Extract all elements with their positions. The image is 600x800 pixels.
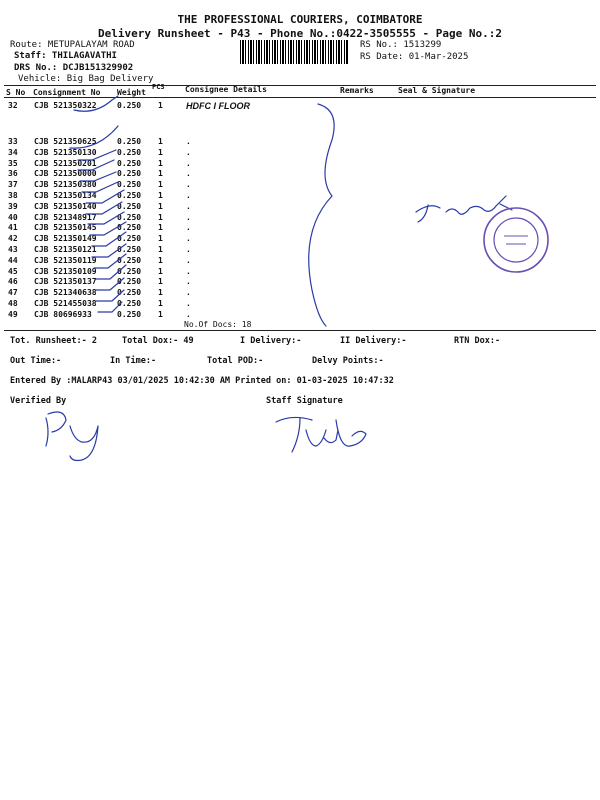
row-sno: 39	[8, 201, 18, 211]
row-pcs: 1	[158, 101, 163, 110]
row-consignment-no: CJB 521350149	[34, 234, 97, 244]
row-consignment-no: CJB 521350137	[34, 277, 97, 287]
row-sno: 43	[8, 245, 18, 254]
row-consignee: .	[186, 299, 191, 308]
company-title: THE PROFESSIONAL COURIERS, COIMBATORE	[177, 13, 423, 26]
row-consignee: .	[186, 255, 191, 265]
route-label: Route: METUPALAYAM ROAD	[10, 40, 135, 50]
row-consignment-no: CJB 521350140	[34, 201, 97, 211]
drs-label: DRS No.: DCJB151329902	[14, 63, 134, 73]
row-sno: 32	[8, 101, 18, 110]
row-pcs: 1	[158, 309, 163, 319]
tick-mark	[86, 202, 122, 214]
col-pcs: PCS	[152, 83, 165, 91]
row-weight: 0.250	[117, 212, 142, 222]
row-consignment-no: CJB 521350119	[34, 255, 97, 265]
row-sno: 47	[8, 288, 18, 298]
row-weight: 0.250	[117, 309, 142, 319]
total-pod: Total POD:-	[207, 356, 264, 366]
row-consignee: .	[186, 201, 191, 211]
tick-mark	[96, 278, 124, 290]
row-consignee: .	[186, 212, 191, 222]
row-sno: 34	[8, 147, 18, 157]
row-weight: 0.250	[117, 255, 142, 265]
row-sno: 35	[8, 158, 18, 168]
row-consignee: .	[186, 191, 191, 200]
row-consignment-no: CJB 521350201	[34, 158, 97, 168]
row-sno: 49	[8, 309, 18, 319]
tick-mark	[80, 172, 116, 181]
row-pcs: 1	[158, 158, 163, 168]
row-sno: 45	[8, 266, 18, 276]
row-weight: 0.250	[117, 245, 142, 254]
entered-printed-line: Entered By :MALARP43 03/01/2025 10:42:30 AM Printed on: 01-03-2025 10:47:32	[10, 376, 394, 386]
row-pcs: 1	[158, 223, 163, 233]
rs-date: RS Date: 01-Mar-2025	[360, 52, 469, 62]
col-seal-signature: Seal & Signature	[398, 86, 476, 95]
row-weight: 0.250	[117, 169, 142, 179]
ii-delivery: II Delivery:-	[340, 336, 407, 346]
row-consignment-no: CJB 80696933	[34, 309, 92, 319]
row-consignment-no: CJB 521350130	[34, 147, 97, 157]
row-pcs: 1	[158, 255, 163, 265]
row-weight: 0.250	[117, 201, 142, 211]
staff-label: Staff: THILAGAVATHI	[14, 51, 117, 61]
row-weight: 0.250	[117, 101, 142, 110]
row-weight: 0.250	[117, 288, 142, 298]
vehicle-label: Vehicle: Big Bag Delivery	[18, 74, 154, 84]
row-consignee: .	[186, 309, 191, 319]
col-remarks: Remarks	[340, 86, 374, 95]
seal-signature-scribble	[416, 196, 512, 222]
row-consignee: .	[186, 137, 191, 146]
row-pcs: 1	[158, 191, 163, 200]
row-consignee: .	[186, 266, 191, 276]
i-delivery: I Delivery:-	[240, 336, 302, 346]
row-weight: 0.250	[117, 266, 142, 276]
row-sno: 46	[8, 277, 18, 287]
row-weight: 0.250	[117, 277, 142, 287]
tot-runsheet: Tot. Runsheet:- 2	[10, 336, 97, 346]
col-sno: S No	[6, 88, 26, 97]
bank-stamp	[484, 208, 548, 272]
col-consignee: Consignee Details	[185, 85, 267, 94]
row-weight: 0.250	[117, 147, 142, 157]
tick-mark	[78, 150, 116, 160]
total-dox: Total Dox:- 49	[122, 336, 194, 346]
row-consignment-no: CJB 521350625	[34, 137, 97, 146]
row-weight: 0.250	[117, 191, 142, 200]
delvy-points: Delvy Points:-	[312, 356, 384, 366]
row-sno: 48	[8, 299, 18, 308]
row-pcs: 1	[158, 147, 163, 157]
row-pcs: 1	[158, 288, 163, 298]
row-consignment-no: CJB 521340638	[34, 288, 97, 298]
row-weight: 0.250	[117, 223, 142, 233]
tick-mark	[70, 126, 118, 148]
staff-signature-label: Staff Signature	[266, 396, 343, 406]
row-consignee: .	[186, 223, 191, 233]
row-pcs: 1	[158, 266, 163, 276]
row-weight: 0.250	[117, 299, 142, 308]
row-sno: 44	[8, 255, 18, 265]
row-sno: 37	[8, 180, 18, 190]
row-consignment-no: CJB 521350322	[34, 101, 97, 110]
tick-mark	[98, 302, 122, 312]
row-consignee: .	[186, 288, 191, 298]
row-weight: 0.250	[117, 180, 142, 190]
row-consignee: .	[186, 158, 191, 168]
col-weight: Weight	[117, 88, 146, 97]
verified-by-signature	[46, 412, 98, 461]
staff-signature-scribble	[276, 417, 366, 452]
row-pcs: 1	[158, 180, 163, 190]
rtn-dox: RTN Dox:-	[454, 336, 501, 346]
row-sno: 41	[8, 223, 18, 233]
tick-mark	[78, 160, 114, 170]
row-consignment-no: CJB 521350134	[34, 191, 97, 200]
docs-count: No.Of Docs: 18	[184, 320, 252, 329]
row-consignee: .	[186, 180, 191, 190]
row-pcs: 1	[158, 234, 163, 244]
row-consignee: .	[186, 234, 191, 244]
row-sno: 33	[8, 137, 18, 146]
row-pcs: 1	[158, 245, 163, 254]
row-consignment-no: CJB 521350109	[34, 266, 97, 276]
in-time: In Time:-	[110, 356, 157, 366]
row-consignee: .	[186, 147, 191, 157]
runsheet-subtitle: Delivery Runsheet - P43 - Phone No.:0422-3505555 - Page No.:2	[98, 27, 502, 40]
row-consignment-no: CJB 521350380	[34, 180, 97, 190]
row-pcs: 1	[158, 212, 163, 222]
row-weight: 0.250	[117, 234, 142, 244]
row-pcs: 1	[158, 169, 163, 179]
tick-mark	[74, 96, 118, 111]
row-consignee: .	[186, 169, 191, 179]
row-consignment-no: CJB 521350000	[34, 169, 97, 179]
tick-mark	[96, 265, 126, 279]
row-consignee: HDFC I FLOOR	[186, 101, 250, 111]
row-consignee: .	[186, 277, 191, 287]
brace-stroke	[309, 104, 334, 326]
row-sno: 40	[8, 212, 18, 222]
tick-mark	[82, 182, 118, 192]
row-pcs: 1	[158, 137, 163, 146]
tick-mark	[96, 290, 124, 301]
row-consignee: .	[186, 245, 191, 254]
row-sno: 36	[8, 169, 18, 179]
row-weight: 0.250	[117, 158, 142, 168]
row-consignment-no: CJB 521350145	[34, 223, 97, 233]
row-pcs: 1	[158, 277, 163, 287]
row-consignment-no: CJB 521348917	[34, 212, 97, 222]
rs-number: RS No.: 1513299	[360, 40, 442, 50]
verified-by-label: Verified By	[10, 396, 67, 406]
row-consignment-no: CJB 521455038	[34, 299, 97, 308]
row-consignment-no: CJB 521350121	[34, 245, 97, 254]
col-consignment: Consignment No	[33, 88, 101, 97]
row-sno: 38	[8, 191, 18, 200]
row-pcs: 1	[158, 201, 163, 211]
tick-mark	[92, 232, 126, 246]
row-weight: 0.250	[117, 137, 142, 146]
row-pcs: 1	[158, 299, 163, 308]
out-time: Out Time:-	[10, 356, 62, 366]
row-sno: 42	[8, 234, 18, 244]
